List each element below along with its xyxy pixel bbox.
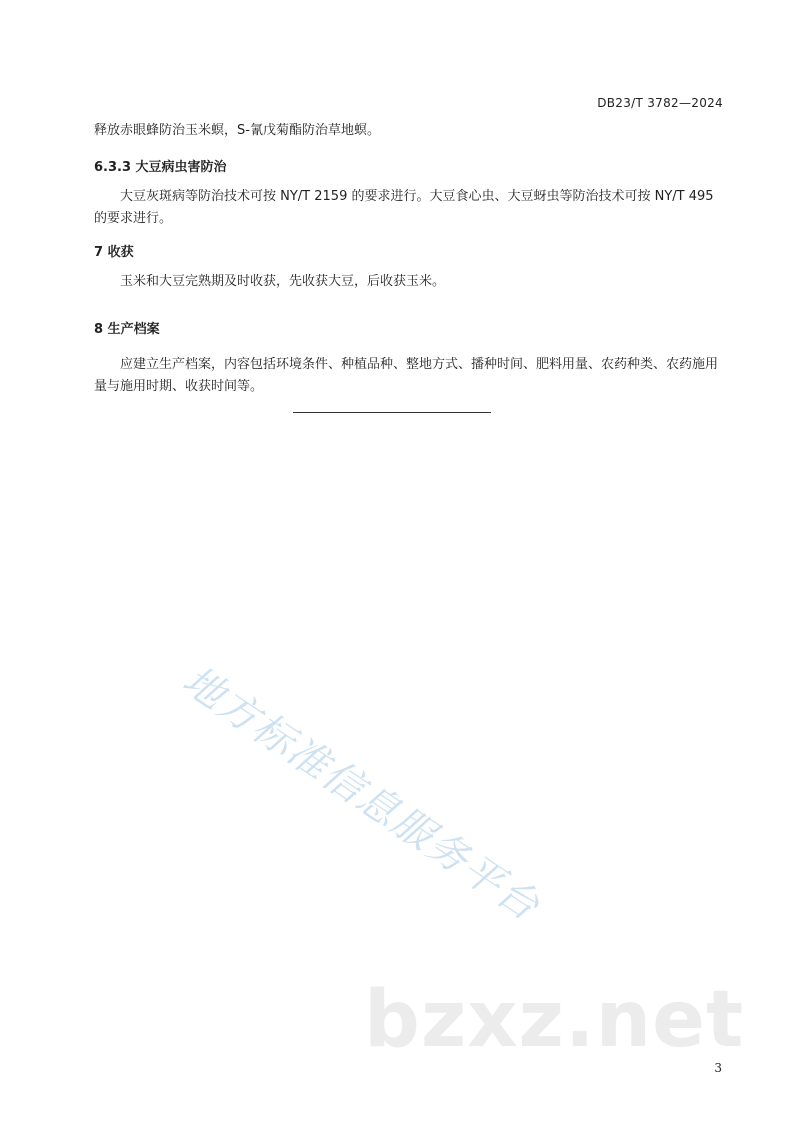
document-code: DB23/T 3782—2024 bbox=[597, 96, 723, 110]
section-7-heading: 7 收获 bbox=[94, 245, 134, 260]
section-8-heading: 8 生产档案 bbox=[94, 322, 160, 337]
continued-paragraph: 释放赤眼蜂防治玉米螟，S-氰戊菊酯防治草地螟。 bbox=[94, 123, 380, 138]
platform-watermark: 地方标准信息服务平台 bbox=[174, 657, 549, 931]
page-number: 3 bbox=[714, 1061, 722, 1075]
site-watermark: bzxz.net bbox=[364, 975, 745, 1065]
section-8-paragraph: 应建立生产档案，内容包括环境条件、种植品种、整地方式、播种时间、肥料用量、农药种类、农药施用量与施用时期、收获时间等。 bbox=[94, 357, 719, 394]
section-6-3-3-heading: 6.3.3 大豆病虫害防治 bbox=[94, 160, 227, 175]
section-7-paragraph: 玉米和大豆完熟期及时收获，先收获大豆，后收获玉米。 bbox=[120, 274, 446, 289]
section-6-3-3-paragraph: 大豆灰斑病等防治技术可按 NY/T 2159 的要求进行。大豆食心虫、大豆蚜虫等防治技术可按 NY/T 495 的要求进行。 bbox=[94, 189, 714, 226]
end-of-text-rule bbox=[293, 412, 491, 413]
